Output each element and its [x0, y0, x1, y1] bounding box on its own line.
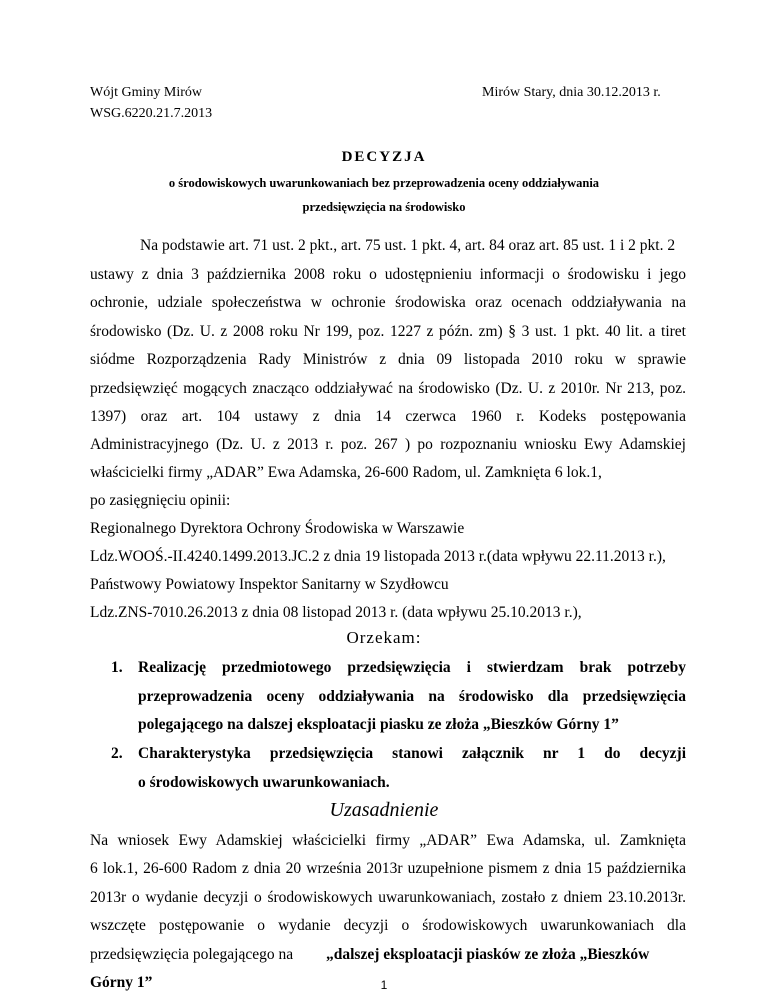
- legal-basis-line-1: Na podstawie art. 71 ust. 2 pkt., art. 75 ust. 1 pkt. 4, art. 84 oraz art. 85 ust. 1 i 2 pkt. 2: [140, 237, 676, 254]
- justification-line-3: 2013r o wydanie decyzji o środowiskowych uwarunkowaniach, zostało z dniem 23.10.2013r.: [90, 889, 686, 906]
- decision-1-line-2: przeprowadzenia oceny oddziaływania na środowisko dla przedsięwzięcia: [138, 688, 686, 705]
- place-and-date: Mirów Stary, dnia 30.12.2013 r.: [482, 85, 661, 100]
- legal-basis-line-6: przedsięwzięć mogących znacząco oddziaływać na środowisko (Dz. U. z 2010r. Nr 213, poz.: [90, 380, 686, 397]
- opinion-rdos: Regionalnego Dyrektora Ochrony Środowiska w Warszawie: [90, 520, 465, 537]
- legal-basis-line-3: ochronie, udziale społeczeństwa w ochronie środowiska oraz ocenach oddziaływania na: [90, 294, 686, 311]
- authority-name: Wójt Gminy Mirów: [90, 85, 202, 100]
- justification-line-5-bold: „dalszej eksploatacji piasków ze złoża „Bieszków: [326, 946, 650, 963]
- legal-basis-line-2: ustawy z dnia 3 października 2008 roku o udostępnieniu informacji o środowisku i jego: [90, 266, 686, 283]
- page-number: 1: [380, 978, 388, 992]
- orzekam-heading: Orzekam:: [346, 628, 422, 647]
- legal-basis-line-5: siódme Rozporządzenia Rady Ministrów z dnia 09 listopada 2010 roku w sprawie: [90, 351, 686, 368]
- justification-line-1: Na wniosek Ewy Adamskiej właścicielki firmy „ADAR” Ewa Adamska, ul. Zamknięta: [90, 832, 686, 849]
- opinions-intro: po zasięgnięciu opinii:: [90, 492, 231, 509]
- justification-line-4: wszczęte postępowanie o wydanie decyzji o środowiskowych uwarunkowaniach dla: [90, 917, 686, 934]
- case-number: WSG.6220.21.7.2013: [90, 106, 213, 121]
- opinion-sanepid-ref: Ldz.ZNS-7010.26.2013 z dnia 08 listopad 2013 r. (data wpływu 25.10.2013 r.),: [90, 604, 582, 621]
- decision-2-number: 2.: [111, 745, 123, 762]
- decision-1-line-1: Realizację przedmiotowego przedsięwzięcia i stwierdzam brak potrzeby: [138, 659, 686, 676]
- justification-line-6: Górny 1”: [90, 974, 153, 991]
- legal-basis-line-8: Administracyjnego (Dz. U. z 2013 r. poz. 267 ) po rozpoznaniu wniosku Ewy Adamskiej: [90, 436, 686, 453]
- decision-1-number: 1.: [111, 659, 123, 676]
- decision-2-line-1: Charakterystyka przedsięwzięcia stanowi załącznik nr 1 do decyzji: [138, 745, 686, 762]
- legal-basis-line-9: właścicielki firmy „ADAR” Ewa Adamska, 26-600 Radom, ul. Zamknięta 6 lok.1,: [90, 464, 602, 481]
- justification-line-5-normal: przedsięwzięcia polegającego na: [90, 946, 294, 963]
- subtitle-line-1: o środowiskowych uwarunkowaniach bez przeprowadzenia oceny oddziaływania: [168, 176, 600, 190]
- decision-2-line-2: o środowiskowych uwarunkowaniach.: [138, 774, 390, 791]
- justification-heading: Uzasadnienie: [329, 799, 439, 821]
- justification-line-2: 6 lok.1, 26-600 Radom z dnia 20 września 2013r uzupełnione pismem z dnia 15 października: [90, 860, 686, 877]
- legal-basis-line-4: środowisko (Dz. U. z 2008 roku Nr 199, poz. 1227 z późn. zm) § 3 ust. 1 pkt. 40 lit. a tiret: [90, 323, 686, 340]
- document-title: DECYZJA: [341, 149, 427, 165]
- opinion-sanepid: Państwowy Powiatowy Inspektor Sanitarny w Szydłowcu: [90, 576, 449, 593]
- legal-basis-line-7: 1397) oraz art. 104 ustawy z dnia 14 czerwca 1960 r. Kodeks postępowania: [90, 408, 686, 425]
- decision-1-line-3: polegającego na dalszej eksploatacji piasku ze złoża „Bieszków Górny 1”: [138, 716, 619, 733]
- opinion-rdos-ref: Ldz.WOOŚ.-II.4240.1499.2013.JC.2 z dnia 19 listopada 2013 r.(data wpływu 22.11.2013 r.),: [90, 548, 666, 565]
- subtitle-line-2: przedsięwzięcia na środowisko: [302, 200, 466, 214]
